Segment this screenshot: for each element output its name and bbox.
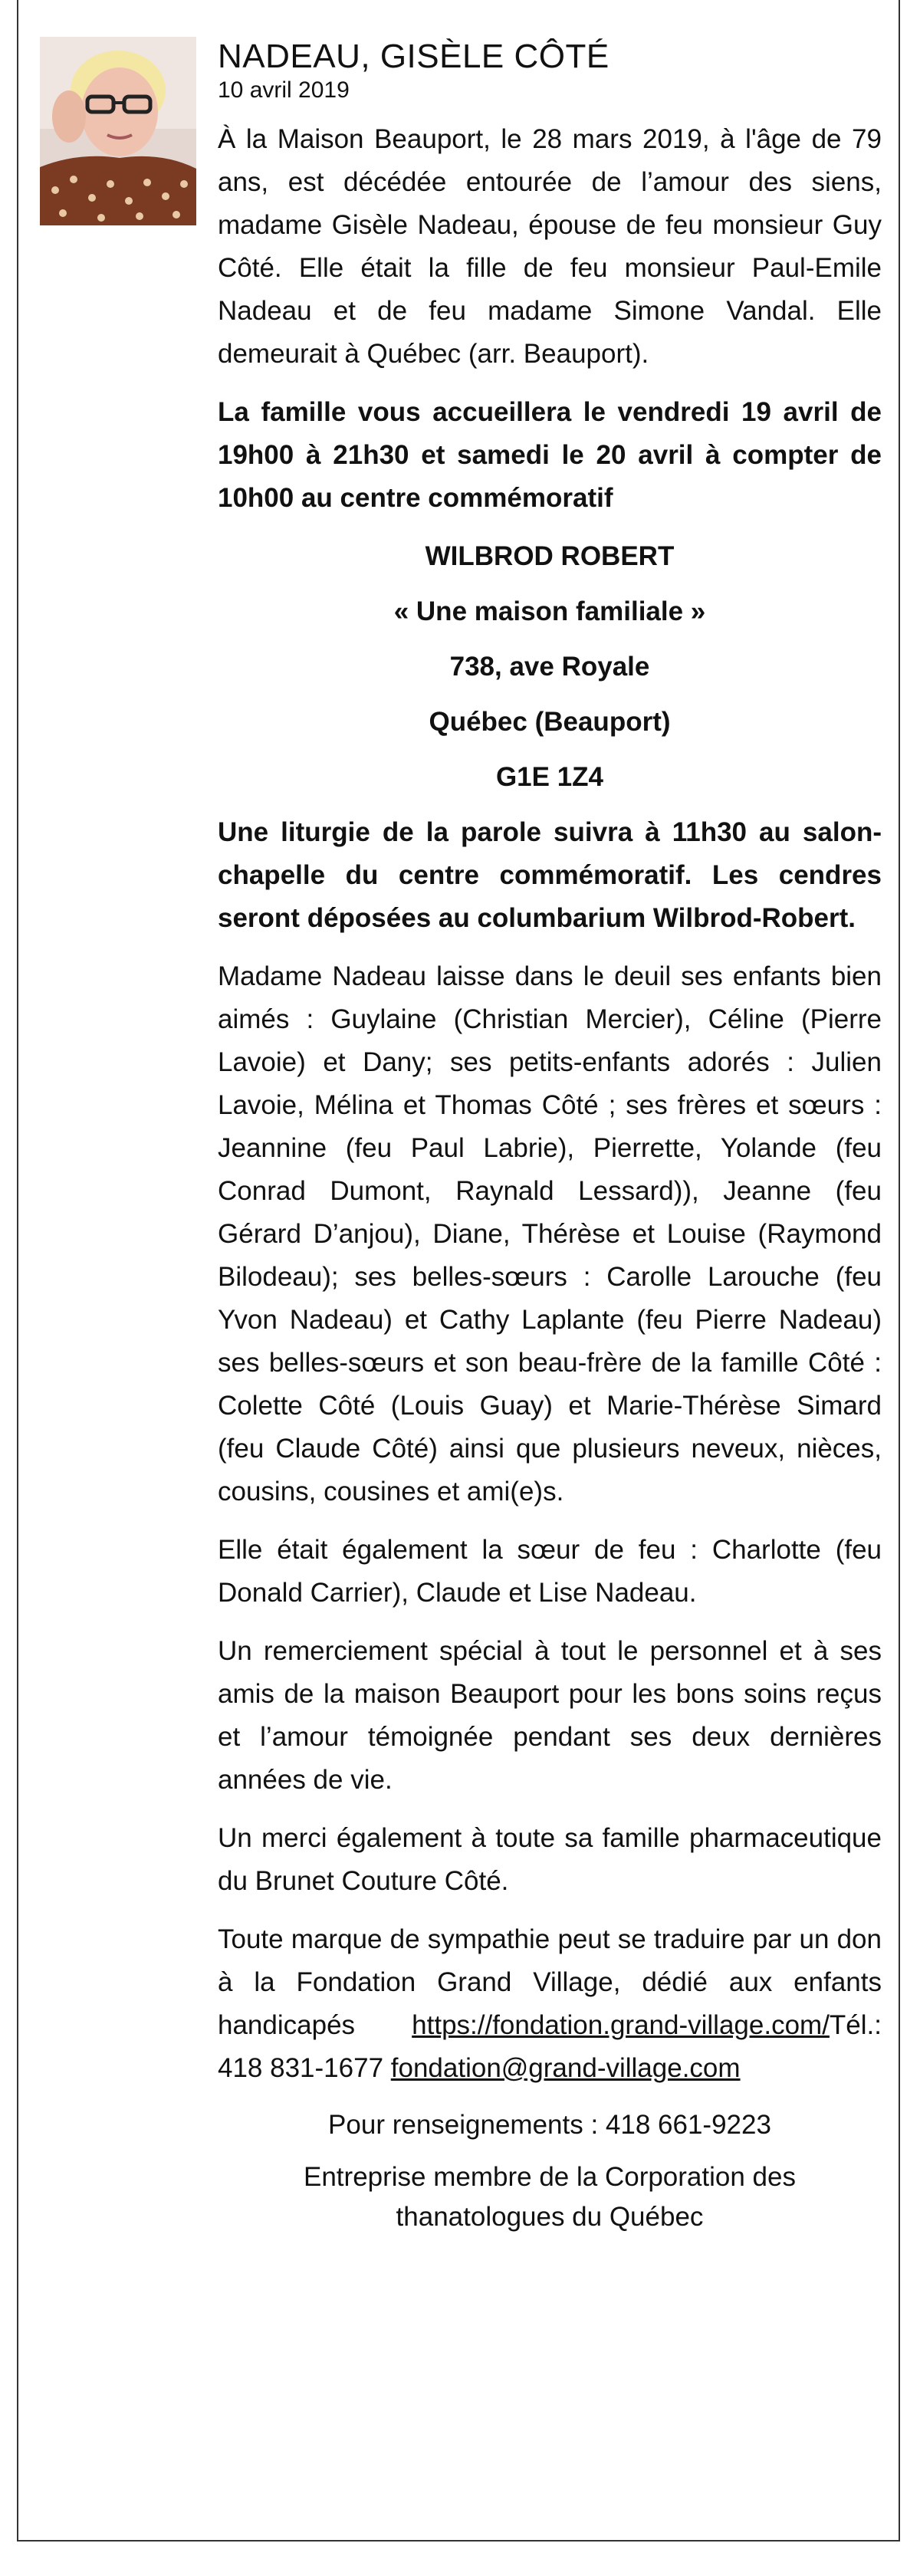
intro-paragraph: À la Maison Beauport, le 28 mars 2019, à l'âge de 79 ans, est décédée entourée de l’amour des siens, madame Gisèle Nadeau, épouse de feu monsieur Guy Côté. Elle était la fille de feu monsieur Paul-Emile Nadeau et de feu madame Simone Vandal. Elle demeurait à Québec (arr. Beauport). [218,124,882,369]
visitation-paragraph: La famille vous accueillera le vendredi 19 avril de 19h00 à 21h30 et samedi le 20 avril à compter de 10h00 au centre commémoratif [218,397,882,513]
member-line: Entreprise membre de la Corporation des thanatologues du Québec [304,2162,796,2232]
publication-date: 10 avril 2019 [218,77,350,103]
thanks2-paragraph: Un merci également à toute sa famille pharmaceutique du Brunet Couture Côté. [218,1823,882,1896]
donation-paragraph [218,1918,882,2090]
info-line: Pour renseignements : 418 661-9223 [328,2110,771,2140]
portrait-photo [40,37,196,225]
donation-link[interactable]: https://fondation.grand-village.com/ [412,2010,830,2040]
address-line-5: G1E 1Z4 [495,762,604,792]
thanks-paragraph: Un remerciement spécial à tout le personnel et à ses amis de la maison Beauport pour les bons soins reçus et l’amour témoignée pendant ses deux dernières années de vie. [218,1636,882,1795]
address-line-3: 738, ave Royale [449,652,650,682]
address-line-1: WILBROD ROBERT [425,541,675,571]
address-line-2: « Une maison familiale » [393,596,706,626]
donation-email[interactable]: fondation@grand-village.com [390,2053,741,2083]
sister-paragraph: Elle était également la sœur de feu : Charlotte (feu Donald Carrier), Claude et Lise Nadeau. [218,1535,882,1608]
liturgy-paragraph: Une liturgie de la parole suivra à 11h30 au salon-chapelle du centre commémoratif. Les cendres seront déposées au columbarium Wilbrod-Robert. [218,817,882,933]
portrait-image [40,37,196,225]
donation-text: Toute marque de sympathie peut se traduire par un don à la Fondation Grand Village, dédié aux enfants handicapés [218,1924,882,2040]
family-paragraph: Madame Nadeau laisse dans le deuil ses enfants bien aimés : Guylaine (Christian Mercier), Céline (Pierre Lavoie) et Dany; ses petits-enfants adorés : Julien Lavoie, Mélina et Thomas Côté ; ses frères et sœurs : Jeannine (feu Paul Labrie), Pierrette, Yolande (feu Conrad Dumont, Raynald Lessard)), Jeanne (feu Gérard D’anjou), Diane, Thérèse et Louise (Raymond Bilodeau); ses belles-sœurs : Carolle Larouche (feu Yvon Nadeau) et Cathy Laplante (feu Pierre Nadeau) ses belles-sœurs et son beau-frère de la famille Côté : Colette Côté (Louis Guay) et Marie-Thérèse Simard (feu Claude Côté) ainsi que plusieurs neveux, nièces, cousins, cousines et ami(e)s. [218,961,882,1506]
address-line-4: Québec (Beauport) [429,707,671,737]
deceased-name: NADEAU, GISÈLE CÔTÉ [218,38,610,75]
obituary-content [218,37,882,2249]
donation-tel: Tél.: 418 831-1677 [218,2010,882,2083]
